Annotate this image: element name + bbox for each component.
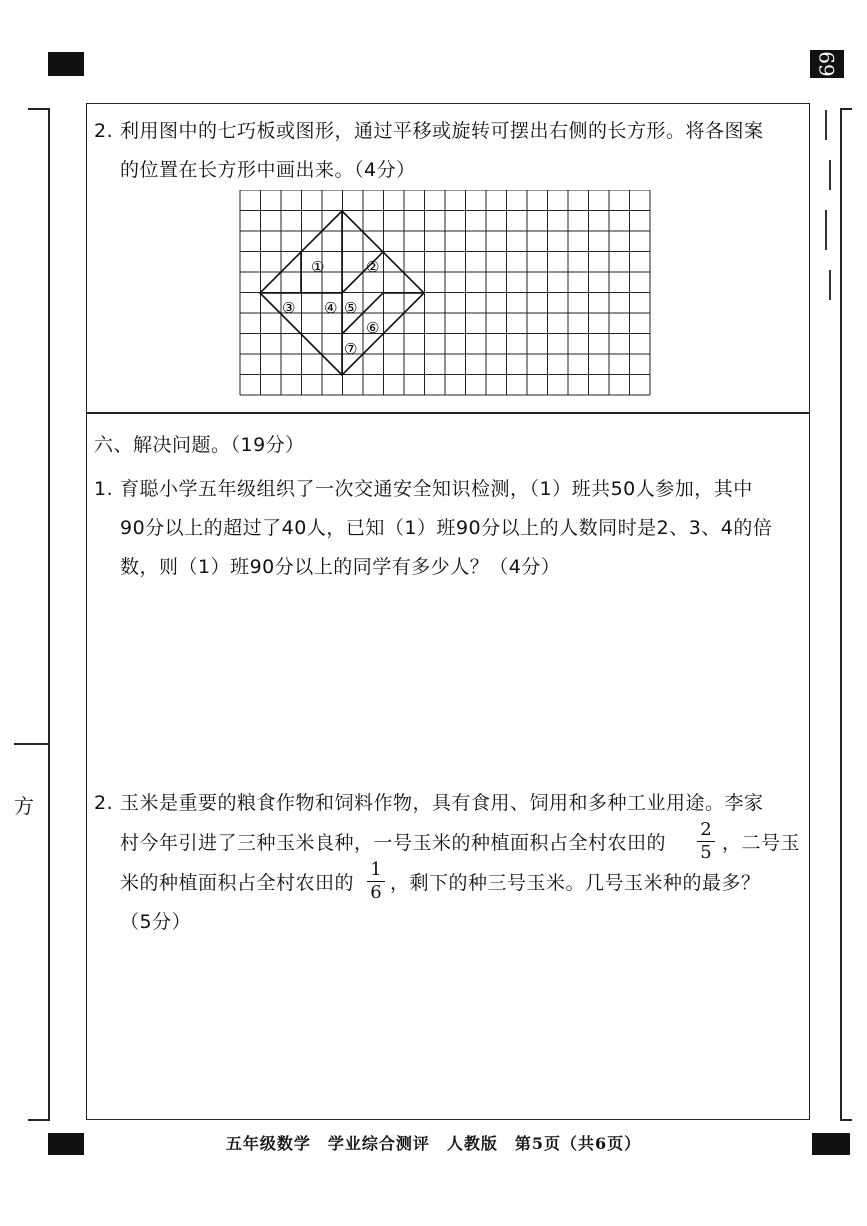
s6-q2-line2b: ，二号玉: [722, 832, 801, 854]
page-footer: 五年级数学 学业综合测评 人教版 第5页（共6页）: [225, 1134, 642, 1153]
q2-geometry-line2: 的位置在长方形中画出来。（4分）: [120, 159, 416, 181]
piece-label-4: ④: [324, 299, 338, 317]
binding-line-left-upper: [48, 108, 50, 743]
s6-q1-line2: 90分以上的超过了40人，已知（1）班90分以上的人数同时是2、3、4的倍: [120, 517, 773, 539]
s6-q2-line4: （5分）: [120, 911, 192, 933]
s6-q2-line2a: 村今年引进了三种玉米良种，一号玉米的种植面积占全村农田的: [120, 832, 667, 854]
page-badge: 69: [810, 50, 844, 78]
q2-geometry-line1: 利用图中的七巧板或图形，通过平移或旋转可摆出右侧的长方形。将各图案: [120, 120, 764, 142]
s6-q1-line1: 育聪小学五年级组织了一次交通安全知识检测，（1）班共50人参加，其中: [120, 478, 753, 500]
right-margin-tick-bottom: [840, 1119, 852, 1121]
s6-q2-number: 2.: [94, 792, 114, 814]
s6-q1-line3: 数，则（1）班90分以上的同学有多少人？（4分）: [120, 556, 561, 578]
section-divider: [86, 412, 810, 414]
right-edge-bleed-marks: [820, 100, 850, 310]
binding-tick-middle: [14, 743, 50, 745]
q2-geometry-number: 2.: [94, 120, 114, 142]
s6-q2-line3a: 米的种植面积占全村农田的: [120, 872, 355, 894]
piece-label-2: ②: [366, 258, 380, 276]
tangram-grid: [238, 190, 654, 400]
binding-line-left-lower: [48, 743, 50, 1120]
s6-q2-line1: 玉米是重要的粮食作物和饲料作物，具有食用、饲用和多种工业用途。李家: [120, 792, 764, 814]
binding-tick-top: [28, 108, 50, 110]
piece-label-1: ①: [311, 258, 325, 276]
piece-label-6: ⑥: [366, 319, 380, 337]
binding-tick-bottom: [28, 1119, 50, 1121]
piece-label-5: ⑤: [344, 299, 358, 317]
fraction-one-sixth: 1 6: [366, 860, 386, 903]
fraction-two-fifths: 2 5: [696, 820, 716, 863]
piece-label-7: ⑦: [344, 340, 358, 358]
margin-character: 方: [14, 794, 34, 818]
s6-q1-number: 1.: [94, 478, 114, 500]
s6-q2-line3b: ，剩下的种三号玉米。几号玉米种的最多？: [390, 872, 761, 894]
tangram-outline: [260, 211, 424, 375]
registration-mark-top-left: [48, 52, 84, 76]
section6-title: 六、解决问题。（19分）: [94, 434, 305, 456]
piece-label-3: ③: [282, 299, 296, 317]
